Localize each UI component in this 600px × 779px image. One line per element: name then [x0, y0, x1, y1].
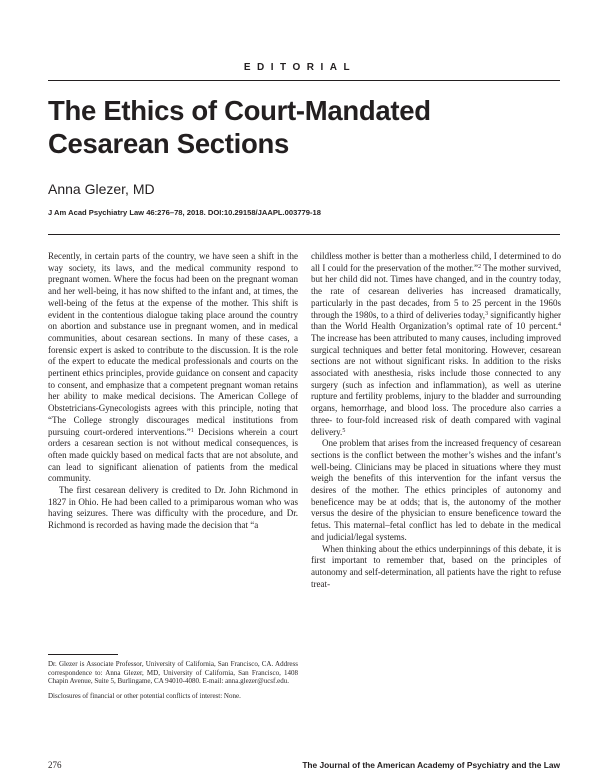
- paragraph-text: The increase has been attributed to many causes, including improved surgical techniques and better fetal monitoring. However, cesarean sections are not without significant risks. In addition to the risks associated with anesthesia, risks include those connected to any surgery (such as infection and inflammation), as well as uterine rupture and fertility problems, injury to the bladder and surrounding organs, hemorrhage, and blood loss. The procedure also carries a three- to four-fold increased risk of death compared with vaginal delivery.: [311, 332, 561, 437]
- citation-line: J Am Acad Psychiatry Law 46:276–78, 2018. DOI:10.29158/JAAPL.003779-18: [48, 208, 321, 217]
- author-notes: [48, 660, 298, 707]
- header-divider: [48, 234, 560, 235]
- section-label: EDITORIAL: [243, 62, 357, 73]
- body-paragraph: One problem that arises from the increased frequency of cesarean sections is the conflict between the mother’s wishes and the infant’s well-being. Clinicians may be placed in situations where they must weigh the benefits of this intervention for the infant versus the desires of the mother. The ethics principles of autonomy and beneficence may be at odds; that is, the autonomy of the mother versus the desire of the physician to ensure beneficence toward the fetus. This maternal–fetal conflict has led to debate in the medical and judicial/legal systems.: [311, 438, 561, 542]
- paragraph-text: Recently, in certain parts of the country, we have seen a shift in the way society, its laws, and the medical community respond to pregnant women. Where the focus had been on the pregnant woman and her well-being, it has now shifted to the infant and, at times, the well-being of the fetus at the expense of the mother. This shift is evident in the contentious dialogue taking place around the country on abortion and substance use in pregnant women, and in medical communities, about cesarean sections. In many of these cases, a forensic expert is asked to contribute to the discussion. It is the role of the expert to educate the medical professionals and courts on the pertinent ethics principles, provide guidance on consent and capacity to consent, and emphasize that a competent pregnant woman retains her ability to make medical decisions. The American College of Obstetricians-Gynecologists agrees with this principle, noting that “The College strongly discourages medical institutions from pursuing court-ordered interventions.”: [48, 251, 298, 437]
- header-rule: [48, 80, 560, 81]
- paragraph-text: significantly higher than the World Health Organization’s optimal rate of 10 percent.: [311, 309, 561, 332]
- body-paragraph: [48, 251, 298, 485]
- reference-marker: 3: [485, 310, 489, 317]
- body-paragraph: [311, 251, 561, 438]
- journal-name: The Journal of the American Academy of Psychiatry and the Law: [302, 760, 560, 770]
- paragraph-text: The mother survived, but her child did not. Times have changed, and in the country today, the rate of cesarean deliveries has increased dramatically, particularly in the past decades, from 5 to 25 percent in the 1960s through the 1980s, to a third of deliveries today,: [311, 262, 561, 320]
- body-paragraph: When thinking about the ethics underpinnings of this debate, it is first important to remember that, based on the principles of autonomy and self-determination, all patients have the right to refuse treat-: [311, 543, 561, 589]
- title-line-1: The Ethics of Court-Mandated: [48, 95, 431, 126]
- disclosure-note: Disclosures of financial or other potential conflicts of interest: None.: [48, 692, 241, 701]
- reference-marker: 4: [558, 322, 561, 329]
- reference-marker: 5: [342, 427, 346, 434]
- reference-marker: 1: [190, 427, 194, 434]
- paragraph-text: childless mother is better than a motherless child, I determined to do all I could for the preservation of the mother.”: [311, 251, 561, 273]
- page-number: 276: [48, 760, 62, 770]
- affiliation-note: Dr. Glezer is Associate Professor, University of California, San Francisco, CA. Address correspondence to: Anna Glezer, MD, University of California, San Francisco, 1408 Chapin Avenue, Suite 5, Burlingame, CA 94010-4080. E-mail: anna.glezer@ucsf.edu.: [48, 660, 298, 686]
- reference-marker: 2: [478, 263, 482, 270]
- footnote-rule: [48, 654, 118, 655]
- author-name: Anna Glezer, MD: [48, 181, 155, 197]
- body-column-left: [48, 251, 298, 532]
- body-paragraph: The first cesarean delivery is credited to Dr. John Richmond in 1827 in Ohio. He had been called to a primiparous woman who was having seizures. There was difficulty with the procedure, and Dr. Richmond is recorded as having made the decision that “a: [48, 485, 298, 531]
- title-line-2: Cesarean Sections: [48, 128, 289, 159]
- article-title: [48, 94, 568, 160]
- paragraph-text: Decisions wherein a court orders a cesarean section is not without medical consequences, is often made quickly based on medical facts that are not absolute, and can lead to significant alienation of patients from the medical community.: [48, 426, 298, 484]
- body-column-right: [311, 251, 561, 590]
